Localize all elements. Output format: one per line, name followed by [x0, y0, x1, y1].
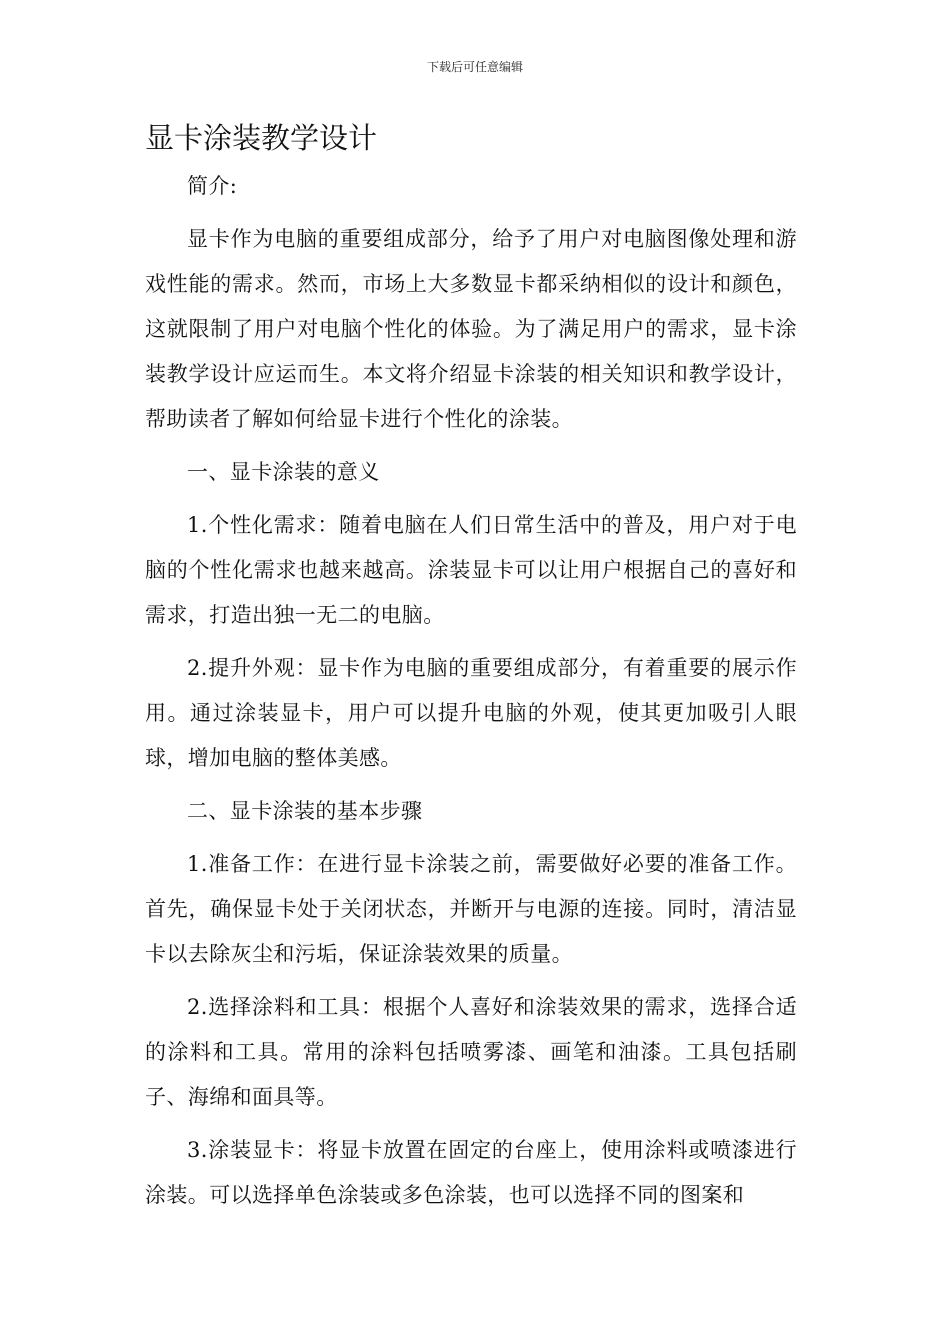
document-body	[145, 164, 797, 1226]
section-heading-2: 二、显卡涂装的基本步骤	[187, 799, 423, 823]
section-heading-1: 一、显卡涂装的意义	[187, 460, 380, 484]
document-title: 显卡涂装教学设计	[145, 121, 378, 155]
paragraph-2-3: 3.涂装显卡：将显卡放置在固定的台座上，使用涂料或喷漆进行涂装。可以选择单色涂装或多色涂装，也可以选择不同的图案和	[145, 1138, 797, 1207]
paragraph-intro: 显卡作为电脑的重要组成部分，给予了用户对电脑图像处理和游戏性能的需求。然而，市场上大多数显卡都采纳相似的设计和颜色，这就限制了用户对电脑个性化的体验。为了满足用户的需求，显卡涂装教学设计应运而生。本文将介绍显卡涂装的相关知识和教学设计，帮助读者了解如何给显卡进行个性化的涂装。	[145, 227, 797, 431]
paragraph-intro-label: 简介:	[187, 174, 238, 198]
page-header-note: 下载后可任意编辑	[426, 60, 523, 74]
paragraph-2-2: 2.选择涂料和工具：根据个人喜好和涂装效果的需求，选择合适的涂料和工具。常用的涂料包括喷雾漆、画笔和油漆。工具包括刷子、海绵和面具等。	[145, 995, 797, 1109]
paragraph-1-1: 1.个性化需求：随着电脑在人们日常生活中的普及，用户对于电脑的个性化需求也越来越高。涂装显卡可以让用户根据自己的喜好和需求，打造出独一无二的电脑。	[145, 513, 797, 627]
paragraph-2-1: 1.准备工作：在进行显卡涂装之前，需要做好必要的准备工作。首先，确保显卡处于关闭状态，并断开与电源的连接。同时，清洁显卡以去除灰尘和污垢，保证涂装效果的质量。	[145, 852, 797, 966]
paragraph-1-2: 2.提升外观：显卡作为电脑的重要组成部分，有着重要的展示作用。通过涂装显卡，用户可以提升电脑的外观，使其更加吸引人眼球，增加电脑的整体美感。	[145, 656, 797, 770]
